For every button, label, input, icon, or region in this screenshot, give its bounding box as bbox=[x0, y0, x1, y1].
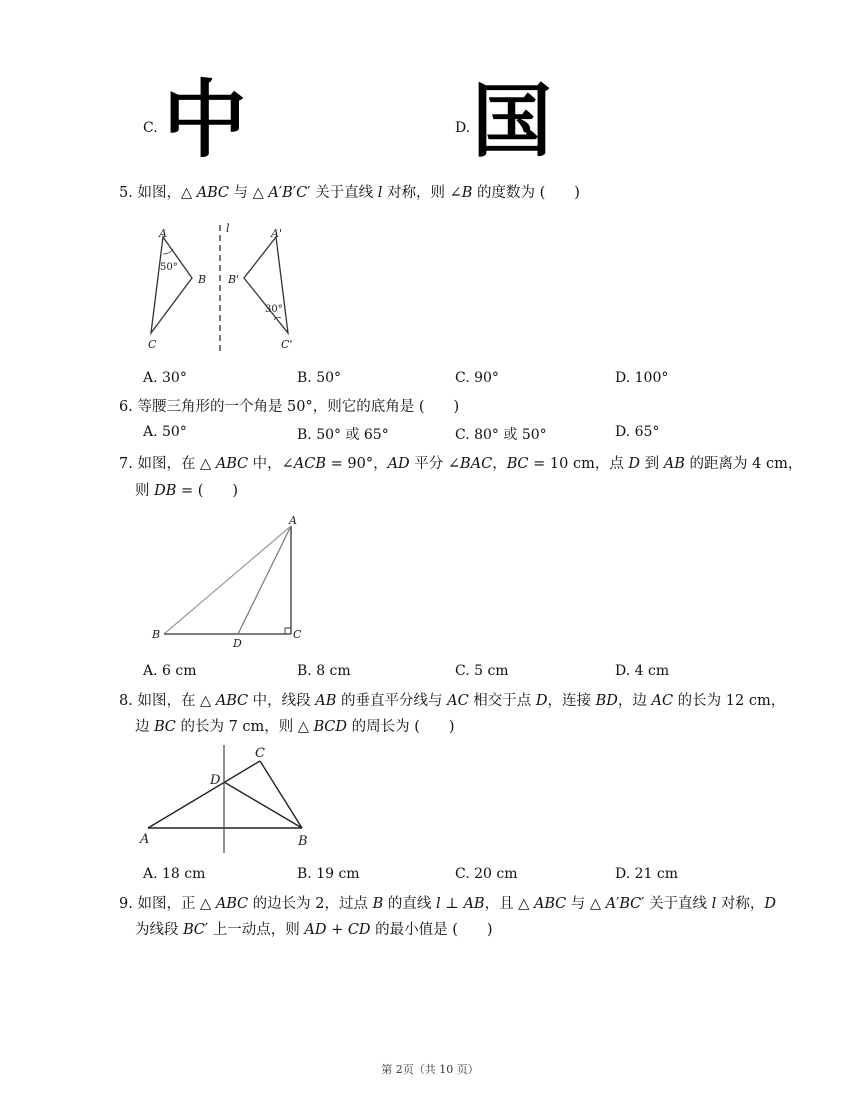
q4-option-d-label: D. bbox=[455, 120, 471, 136]
q7-label-d: D bbox=[233, 637, 242, 650]
q7-option-a: A. 6 cm bbox=[143, 663, 197, 679]
q8-option-b: B. 19 cm bbox=[297, 866, 360, 882]
q8-text-line1: 8. 如图，在 △ 𝐴𝐵𝐶 中，线段 𝐴𝐵 的垂直平分线与 𝐴𝐶 相交于点 𝐷，连接 𝐵𝐷，边 𝐴𝐶 的长为 12 cm， bbox=[119, 693, 786, 709]
q4-option-c-character: 中 bbox=[163, 71, 248, 169]
q7-label-b: B bbox=[152, 628, 161, 641]
q8-option-c: C. 20 cm bbox=[455, 866, 518, 882]
q6-text: 6. 等腰三角形的一个角是 50°，则它的底角是 ( ) bbox=[119, 399, 460, 415]
q5-label-a-prime: A' bbox=[271, 227, 282, 240]
q4-option-d-character: 国 bbox=[472, 75, 552, 168]
q7-text-line2: 则 𝐷𝐵 = ( ) bbox=[135, 483, 239, 499]
q7-option-b: B. 8 cm bbox=[297, 663, 351, 679]
q8-figure bbox=[138, 743, 318, 858]
q7-text-line1: 7. 如图，在 △ 𝐴𝐵𝐶 中，∠𝐴𝐶𝐵 = 90°，𝐴𝐷 平分 ∠𝐵𝐴𝐶，𝐵𝐶 = 10 cm，点 𝐷 到 𝐴𝐵 的距离为 4 cm， bbox=[119, 456, 803, 472]
q5-text: 5. 如图，△ 𝐴𝐵𝐶 与 △ 𝐴′𝐵′𝐶′ 关于直线 𝑙 对称，则 ∠𝐵 的度数为 ( ) bbox=[119, 185, 580, 201]
q8-text-line2: 边 𝐵𝐶 的长为 7 cm，则 △ 𝐵𝐶𝐷 的周长为 ( ) bbox=[135, 719, 455, 735]
q8-label-c: C bbox=[255, 746, 265, 761]
q9-text-line2: 为线段 𝐵𝐶′ 上一动点，则 𝐴𝐷 + 𝐶𝐷 的最小值是 ( ) bbox=[135, 922, 493, 938]
q5-option-a: A. 30° bbox=[143, 370, 187, 386]
q6-option-a: A. 50° bbox=[143, 424, 187, 440]
q5-label-c: C bbox=[148, 338, 157, 351]
q4-option-c-label: C. bbox=[143, 120, 158, 136]
page-footer: 第 2页（共 10 页） bbox=[381, 1063, 479, 1076]
q5-figure bbox=[140, 220, 310, 355]
q5-option-c: C. 90° bbox=[455, 370, 499, 386]
q5-label-l: l bbox=[226, 222, 230, 235]
q6-option-b: B. 50° 或 65° bbox=[297, 427, 389, 443]
q5-option-d: D. 100° bbox=[615, 370, 669, 386]
q8-label-b: B bbox=[298, 834, 308, 849]
q7-option-c: C. 5 cm bbox=[455, 663, 509, 679]
q5-angle-c-prime: 30° bbox=[265, 304, 283, 315]
q9-text-line1: 9. 如图，正 △ 𝐴𝐵𝐶 的边长为 2，过点 𝐵 的直线 𝑙 ⊥ 𝐴𝐵，且 △ 𝐴𝐵𝐶 与 △ 𝐴′𝐵𝐶′ 关于直线 𝑙 对称，𝐷 bbox=[119, 896, 777, 912]
q7-figure bbox=[145, 510, 315, 655]
q5-label-b: B bbox=[198, 273, 207, 286]
q8-option-a: A. 18 cm bbox=[143, 866, 206, 882]
q8-label-d: D bbox=[210, 773, 221, 788]
q7-option-d: D. 4 cm bbox=[615, 663, 670, 679]
q8-label-a: A bbox=[140, 832, 150, 847]
q7-label-c: C bbox=[293, 628, 302, 641]
q8-option-d: D. 21 cm bbox=[615, 866, 679, 882]
q5-label-b-prime: B' bbox=[228, 273, 240, 286]
q6-option-c: C. 80° 或 50° bbox=[455, 427, 547, 443]
q6-option-d: D. 65° bbox=[615, 424, 660, 440]
q5-angle-a: 50° bbox=[160, 262, 178, 273]
q7-label-a: A bbox=[289, 514, 297, 527]
q5-label-a: A bbox=[159, 227, 167, 240]
q5-label-c-prime: C' bbox=[281, 338, 293, 351]
q5-option-b: B. 50° bbox=[297, 370, 342, 386]
